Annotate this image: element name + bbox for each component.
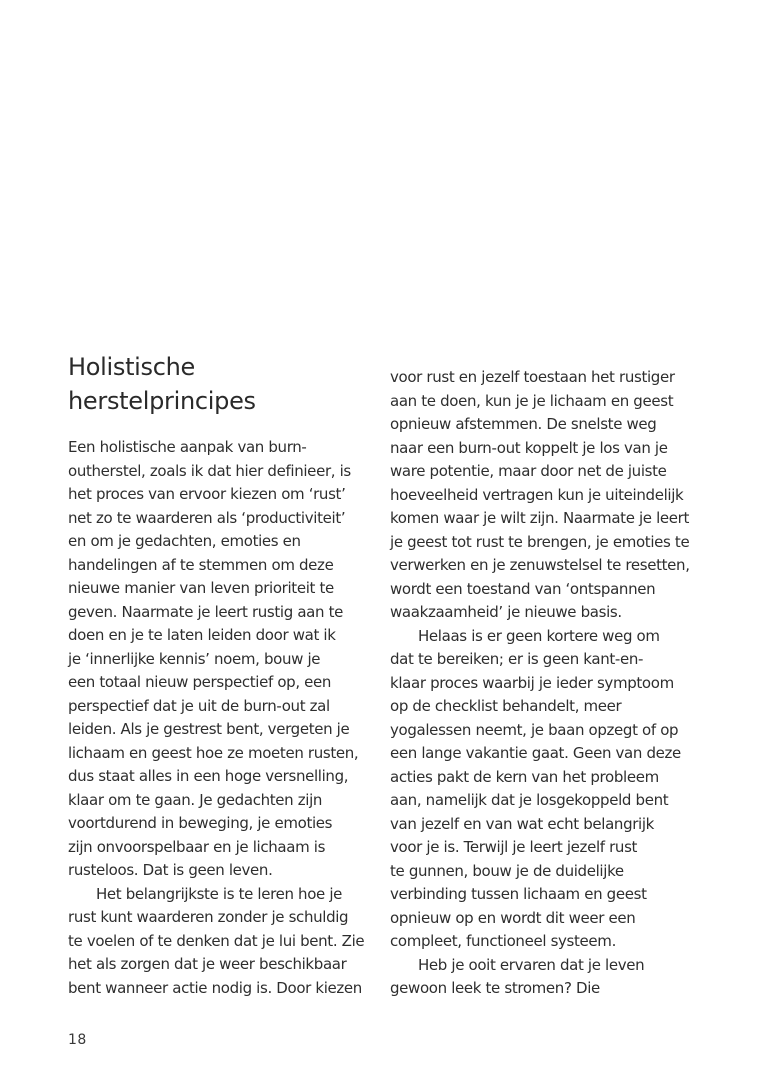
text-line: rusteloos. Dat is geen leven.: [68, 861, 273, 879]
text-line: rust kunt waarderen zonder je schuldig: [68, 908, 349, 926]
text-line: perspectief dat je uit de burn-out zal: [68, 696, 330, 715]
text-line: het proces van ervoor kiezen om ‘rust’: [68, 485, 346, 503]
text-line: te gunnen, bouw je de duidelijke: [390, 861, 624, 880]
text-line: voor rust en jezelf toestaan het rustiger: [390, 368, 675, 386]
text-line: leiden. Als je gestrest bent, vergeten je: [68, 720, 350, 738]
body-text-right-column: [390, 366, 700, 1001]
text-line: doen en je te laten leiden door wat ik: [68, 626, 336, 644]
text-line: bent wanneer actie nodig is. Door kiezen: [68, 978, 362, 997]
text-line: dus staat alles in een hoge versnelling,: [68, 767, 349, 785]
text-line: aan te doen, kun je je lichaam en geest: [390, 391, 674, 410]
text-line: yogalessen neemt, je baan opzegt of op: [390, 720, 679, 739]
text-line: een totaal nieuw perspectief op, een: [68, 673, 332, 691]
text-line: je geest tot rust te brengen, je emoties te: [390, 532, 690, 551]
text-line: handelingen af te stemmen om deze: [68, 555, 334, 574]
text-line: op de checklist behandelt, meer: [390, 697, 622, 715]
text-line: acties pakt de kern van het probleem: [390, 767, 659, 786]
text-line: te voelen of te denken dat je lui bent. Zie: [68, 931, 365, 950]
text-line: verwerken en je zenuwstelsel te resetten,: [390, 556, 690, 574]
section-heading-line-2: herstelprincipes: [68, 387, 256, 415]
text-line: hoeveelheid vertragen kun je uiteindelijk: [390, 485, 684, 504]
text-line: verbinding tussen lichaam en geest: [390, 885, 647, 903]
text-line: ware potentie, maar door net de juiste: [390, 462, 667, 480]
page-number: 18: [68, 1032, 87, 1048]
text-line: compleet, functioneel systeem.: [390, 932, 616, 950]
text-line: je ‘innerlijke kennis’ noem, bouw je: [68, 649, 321, 668]
text-line: en om je gedachten, emoties en: [68, 532, 301, 550]
text-line: een lange vakantie gaat. Geen van deze: [390, 744, 681, 762]
text-line: Een holistische aanpak van burn-: [68, 438, 307, 456]
text-line: outherstel, zoals ik dat hier definieer, is: [68, 461, 351, 480]
text-line: zijn onvoorspelbaar en je lichaam is: [68, 837, 326, 856]
section-heading: [68, 350, 368, 418]
text-line: klaar proces waarbij je ieder symptoom: [390, 673, 674, 692]
text-line: net zo te waarderen als ‘productiviteit’: [68, 508, 346, 527]
section-heading-line-1: Holistische: [68, 353, 196, 381]
text-line: wordt een toestand van ‘ontspannen: [390, 579, 656, 598]
text-line: opnieuw afstemmen. De snelste weg: [390, 415, 657, 433]
text-line: naar een burn-out koppelt je los van je: [390, 438, 668, 457]
text-line: lichaam en geest hoe ze moeten rusten,: [68, 743, 359, 762]
text-line: komen waar je wilt zijn. Naarmate je leert: [390, 509, 690, 527]
text-line: geven. Naarmate je leert rustig aan te: [68, 602, 343, 621]
text-line: aan, namelijk dat je losgekoppeld bent: [390, 791, 669, 809]
text-line: Helaas is er geen kortere weg om: [418, 626, 660, 645]
text-line: het als zorgen dat je weer beschikbaar: [68, 955, 347, 973]
text-line: nieuwe manier van leven prioriteit te: [68, 579, 334, 597]
text-line: van jezelf en van wat echt belangrijk: [390, 814, 655, 833]
text-line: voor je is. Terwijl je leert jezelf rust: [390, 838, 638, 856]
text-line: dat te bereiken; er is geen kant-en-: [390, 650, 644, 668]
text-line: gewoon leek te stromen? Die: [390, 979, 600, 997]
text-line: klaar om te gaan. Je gedachten zijn: [68, 790, 323, 809]
text-line: Heb je ooit ervaren dat je leven: [418, 955, 645, 974]
text-line: opnieuw op en wordt dit weer een: [390, 908, 636, 927]
text-line: waakzaamheid’ je nieuwe basis.: [390, 603, 622, 621]
body-text-left-column: [68, 436, 378, 1000]
text-line: voortdurend in beweging, je emoties: [68, 814, 333, 832]
text-line: Het belangrijkste is te leren hoe je: [96, 884, 343, 903]
